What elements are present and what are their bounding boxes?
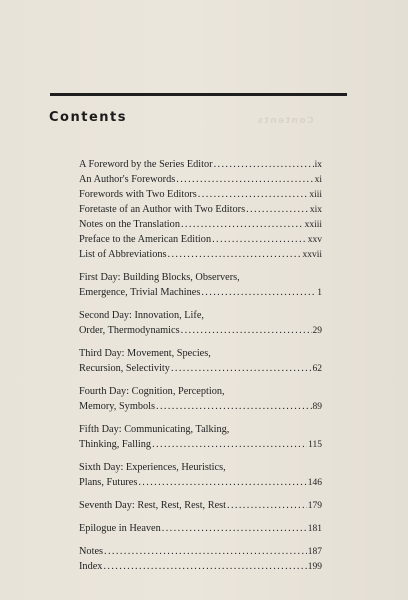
- toc-entry: [79, 232, 322, 247]
- table-of-contents: [79, 157, 322, 574]
- group-spacer: [79, 376, 322, 384]
- top-rule: [50, 93, 347, 96]
- toc-entry-line: [79, 399, 322, 414]
- toc-page-number: 146: [307, 478, 322, 488]
- toc-page-number: xi: [314, 175, 322, 185]
- toc-entry-title: Emergence, Trivial Machines: [79, 287, 201, 298]
- toc-entry-line: [79, 346, 322, 361]
- dot-leader: [156, 399, 312, 414]
- toc-entry-line: [79, 437, 322, 452]
- toc-entry-line: [79, 232, 322, 247]
- toc-entry-title: Recursion, Selectivity: [79, 363, 170, 374]
- toc-page-number: ix: [314, 160, 322, 170]
- group-spacer: [79, 262, 322, 270]
- dot-leader: [181, 323, 312, 338]
- toc-page-number: 181: [307, 524, 322, 534]
- toc-entry-line: [79, 323, 322, 338]
- toc-entry-title: Order, Thermodynamics: [79, 325, 180, 336]
- toc-entry-title: First Day: Building Blocks, Observers,: [79, 272, 240, 283]
- group-spacer: [79, 414, 322, 422]
- group-spacer: [79, 452, 322, 460]
- toc-page-number: 187: [307, 547, 322, 557]
- toc-entry-title: Forewords with Two Editors: [79, 189, 197, 200]
- toc-page-number: 1: [317, 288, 322, 298]
- toc-entry-line: [79, 217, 322, 232]
- dot-leader: [171, 361, 312, 376]
- toc-entry-line: [79, 498, 322, 513]
- toc-entry-line: [79, 559, 322, 574]
- toc-page-number: xiii: [309, 190, 322, 200]
- toc-page-number: xxiii: [304, 220, 322, 230]
- toc-entry-title: Seventh Day: Rest, Rest, Rest, Rest: [79, 500, 227, 511]
- toc-entry-line: [79, 475, 322, 490]
- toc-entry-line: [79, 247, 322, 262]
- toc-page-number: 62: [312, 364, 322, 374]
- toc-entry-title: Sixth Day: Experiences, Heuristics,: [79, 462, 226, 473]
- toc-entry-title: Fourth Day: Cognition, Perception,: [79, 386, 225, 397]
- toc-entry-line: [79, 187, 322, 202]
- toc-entry-title: Third Day: Movement, Species,: [79, 348, 211, 359]
- toc-entry-line: [79, 422, 322, 437]
- toc-entry: [79, 544, 322, 559]
- toc-entry: [79, 157, 322, 172]
- toc-entry-title: Foretaste of an Author with Two Editors: [79, 204, 246, 215]
- toc-entry-line: [79, 521, 322, 536]
- toc-entry-title: Index: [79, 561, 103, 572]
- toc-page-number: 29: [312, 326, 322, 336]
- toc-entry-title: Preface to the American Edition: [79, 234, 212, 245]
- dot-leader: [181, 217, 304, 232]
- toc-entry: [79, 460, 322, 490]
- toc-entry-line: [79, 157, 322, 172]
- dot-leader: [104, 544, 307, 559]
- dot-leader: [176, 172, 313, 187]
- dot-leader: [103, 559, 306, 574]
- toc-entry-line: [79, 270, 322, 285]
- toc-entry-line: [79, 361, 322, 376]
- toc-entry: [79, 308, 322, 338]
- toc-entry-title: Fifth Day: Communicating, Talking,: [79, 424, 230, 435]
- toc-entry: [79, 270, 322, 300]
- group-spacer: [79, 490, 322, 498]
- toc-entry-title: Second Day: Innovation, Life,: [79, 310, 204, 321]
- dot-leader: [168, 247, 302, 262]
- dot-leader: [246, 202, 309, 217]
- dot-leader: [214, 157, 314, 172]
- dot-leader: [212, 232, 307, 247]
- toc-entry-title: A Foreword by the Series Editor: [79, 159, 213, 170]
- toc-page-number: xxvii: [302, 250, 322, 260]
- toc-entry-title: Epilogue in Heaven: [79, 523, 161, 534]
- toc-entry-line: [79, 285, 322, 300]
- toc-page-number: 199: [307, 562, 322, 572]
- toc-entry: [79, 217, 322, 232]
- toc-entry: [79, 247, 322, 262]
- toc-entry-title: Plans, Futures: [79, 477, 138, 488]
- dot-leader: [198, 187, 309, 202]
- toc-page-number: 89: [312, 402, 322, 412]
- contents-heading: Contents: [49, 110, 127, 125]
- toc-entry-line: [79, 544, 322, 559]
- toc-entry-line: [79, 384, 322, 399]
- dot-leader: [162, 521, 307, 536]
- toc-entry-title: List of Abbreviations: [79, 249, 167, 260]
- toc-entry-line: [79, 202, 322, 217]
- toc-entry-line: [79, 308, 322, 323]
- toc-entry: [79, 346, 322, 376]
- toc-page-number: xxv: [307, 235, 322, 245]
- toc-page-number: 115: [308, 440, 322, 450]
- toc-entry-title: Notes: [79, 546, 104, 557]
- toc-entry-title: An Author's Forewords: [79, 174, 176, 185]
- toc-entry-line: [79, 460, 322, 475]
- dot-leader: [152, 437, 307, 452]
- bleed-through-text: Contents: [256, 116, 314, 126]
- toc-entry-title: Thinking, Falling: [79, 439, 152, 450]
- dot-leader: [138, 475, 306, 490]
- toc-entry: [79, 498, 322, 513]
- group-spacer: [79, 536, 322, 544]
- toc-entry: [79, 172, 322, 187]
- dot-leader: [227, 498, 307, 513]
- group-spacer: [79, 338, 322, 346]
- toc-entry: [79, 521, 322, 536]
- toc-entry: [79, 422, 322, 452]
- toc-entry: [79, 559, 322, 574]
- toc-entry: [79, 202, 322, 217]
- toc-entry: [79, 187, 322, 202]
- group-spacer: [79, 513, 322, 521]
- group-spacer: [79, 300, 322, 308]
- toc-entry: [79, 384, 322, 414]
- toc-entry-title: Memory, Symbols: [79, 401, 155, 412]
- toc-page-number: 179: [307, 501, 322, 511]
- dot-leader: [201, 285, 316, 300]
- toc-entry-title: Notes on the Translation: [79, 219, 180, 230]
- toc-page-number: xix: [309, 205, 322, 215]
- toc-entry-line: [79, 172, 322, 187]
